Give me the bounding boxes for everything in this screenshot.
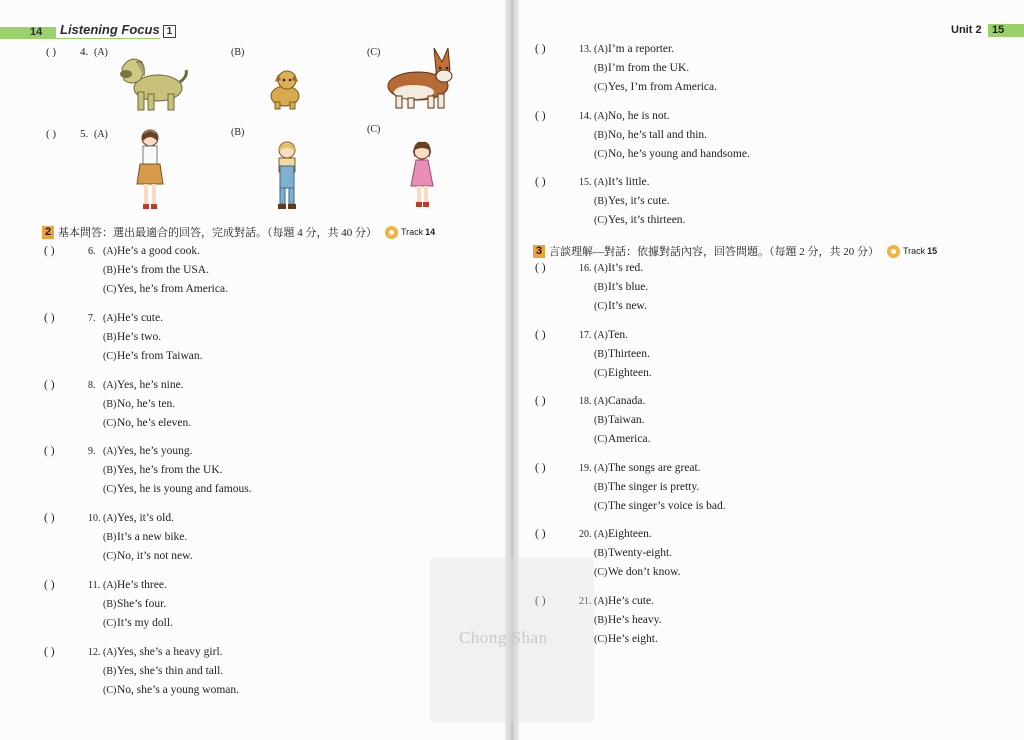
answer-option: [535, 192, 685, 211]
option-label: (C): [103, 551, 117, 563]
option-text: No, he’s young and handsome.: [608, 147, 750, 160]
option-label: (A): [594, 329, 608, 341]
girl-dress-icon: [407, 140, 437, 210]
question-item: [535, 326, 652, 383]
answer-blank[interactable]: ( ): [535, 262, 546, 274]
answer-option: [44, 461, 252, 480]
option-text: Yes, he’s from America.: [117, 283, 228, 295]
option-text: Ten.: [608, 328, 628, 341]
answer-blank[interactable]: ( ): [44, 645, 55, 658]
option-text: Yes, he’s young.: [117, 445, 193, 458]
answer-blank[interactable]: ( ): [535, 528, 546, 541]
option-text: He’s from Taiwan.: [117, 349, 203, 362]
option-label: (A): [594, 529, 608, 541]
option-text: Yes, it’s old.: [117, 512, 174, 525]
question-number: 17.: [579, 329, 592, 341]
answer-option: [44, 309, 203, 328]
audio-disc-icon: [887, 245, 900, 258]
track-number: 15: [927, 246, 938, 256]
answer-option: [535, 278, 648, 297]
question-number: 4.: [80, 46, 89, 58]
answer-option: [44, 614, 173, 633]
option-label: (B): [594, 415, 608, 427]
answer-option: [535, 411, 650, 430]
option-label: (B): [594, 196, 608, 207]
answer-option: [44, 595, 173, 614]
question-number: 8.: [88, 379, 96, 391]
answer-blank[interactable]: ( ): [44, 579, 55, 591]
answer-option: [44, 347, 203, 366]
boy-overalls-icon: [272, 140, 302, 212]
answer-blank[interactable]: ( ): [46, 46, 57, 58]
option-label: (A): [594, 462, 608, 474]
option-text: He’s three.: [117, 579, 167, 591]
question-item: [535, 107, 750, 164]
answer-option: [535, 126, 750, 145]
question-number: 7.: [88, 312, 96, 324]
option-text: The songs are great.: [608, 461, 701, 474]
option-text: I’m from the UK.: [608, 62, 690, 74]
answer-option: [44, 662, 239, 681]
answer-option: [44, 576, 173, 595]
option-text: He’s a good cook.: [117, 245, 201, 257]
option-text: Taiwan.: [608, 414, 645, 427]
audio-disc-icon: [385, 226, 398, 239]
option-label: (A): [103, 312, 117, 324]
option-text: It’s a new bike.: [117, 531, 188, 544]
answer-option: [44, 261, 228, 280]
option-label: (A): [594, 396, 608, 408]
option-label: (B): [103, 331, 117, 343]
section-title: 言談理解—對話：依據對話內容，回答問題。（每題 2 分，共 20 分）: [549, 246, 879, 258]
question-number: 21.: [579, 596, 592, 607]
option-text: No, he is not.: [608, 109, 670, 122]
option-label: (B): [594, 63, 608, 74]
question-5: [46, 128, 88, 140]
option-label: (B): [103, 599, 117, 610]
option-text: It’s my doll.: [117, 617, 173, 629]
answer-option: [44, 280, 228, 299]
question-item: [44, 376, 191, 433]
option-text: I’m a reporter.: [608, 43, 675, 55]
brand-level: 1: [163, 25, 177, 38]
answer-option: [535, 392, 650, 411]
option-label: (B): [103, 532, 117, 544]
option-label: (B): [594, 548, 608, 560]
question-number: 11.: [88, 580, 101, 591]
answer-option: [535, 78, 717, 97]
answer-option: [535, 297, 648, 316]
answer-option: [44, 681, 239, 700]
option-text: Thirteen.: [608, 347, 650, 360]
option-label: (B): [594, 348, 608, 360]
answer-blank[interactable]: ( ): [44, 245, 55, 257]
option-label: (B): [594, 615, 608, 626]
option-text: Eighteen.: [608, 528, 652, 541]
question-number: 20.: [579, 529, 592, 541]
track-number: 14: [425, 227, 436, 237]
answer-blank[interactable]: ( ): [535, 109, 546, 122]
option-text: No, he’s eleven.: [117, 416, 192, 429]
section-number-badge: 3: [533, 245, 545, 258]
option-text: America.: [608, 433, 651, 446]
question-item: [535, 259, 648, 316]
option-label: (B): [103, 398, 117, 410]
answer-option: [44, 643, 239, 662]
option-text: Yes, he is young and famous.: [117, 483, 252, 496]
option-text: She’s four.: [117, 598, 167, 610]
answer-option: [535, 459, 726, 478]
option-label: (A): [594, 263, 608, 274]
answer-option: [535, 497, 726, 516]
brand-logo: [56, 22, 180, 38]
option-text: Eighteen.: [608, 366, 652, 379]
option-label: (C): [103, 350, 117, 362]
option-label: (A): [94, 47, 108, 58]
answer-blank[interactable]: ( ): [535, 395, 546, 408]
option-label: (B): [594, 282, 608, 293]
section-title: 基本問答：選出最適合的回答，完成對話。（每題 4 分，共 40 分）: [58, 227, 377, 239]
option-text: He’s cute.: [608, 595, 654, 607]
answer-blank[interactable]: ( ): [44, 378, 55, 391]
answer-option: [44, 547, 193, 566]
answer-blank[interactable]: ( ): [535, 461, 546, 474]
question-number: 12.: [88, 646, 101, 658]
option-label: (C): [594, 567, 608, 579]
answer-option: [535, 173, 685, 192]
answer-option: [44, 376, 191, 395]
question-item: [535, 392, 650, 449]
question-number: 15.: [579, 177, 592, 188]
option-label: (C): [594, 500, 608, 512]
option-text: No, she’s a young woman.: [117, 683, 240, 696]
option-text: Canada.: [608, 395, 646, 408]
option-text: Yes, he’s nine.: [117, 378, 184, 391]
question-item: [535, 459, 726, 516]
option-label: (B): [103, 665, 117, 677]
option-text: Yes, he’s from the UK.: [117, 464, 223, 477]
answer-option: [44, 328, 203, 347]
option-label: (B): [594, 481, 608, 493]
track-indicator[interactable]: [385, 226, 435, 239]
question-number: 14.: [579, 110, 592, 122]
answer-option: [44, 242, 228, 261]
answer-option: [535, 364, 652, 383]
option-label: (A): [103, 446, 117, 458]
option-label: (B): [231, 47, 245, 58]
answer-option: [44, 414, 191, 433]
answer-blank[interactable]: ( ): [535, 595, 546, 607]
track-indicator[interactable]: [887, 245, 937, 258]
option-label: (A): [103, 246, 117, 257]
question-item: [535, 40, 717, 97]
option-label: (A): [594, 177, 608, 188]
question-4: [46, 46, 88, 58]
option-text: Yes, she’s thin and tall.: [117, 664, 224, 677]
option-label: (A): [103, 646, 117, 658]
question-number: 19.: [579, 462, 592, 474]
option-text: Twenty-eight.: [608, 547, 673, 560]
left-page-number: 14: [30, 26, 43, 38]
option-label: (A): [103, 513, 117, 525]
answer-option: [535, 345, 652, 364]
answer-blank[interactable]: ( ): [535, 176, 546, 188]
answer-blank[interactable]: ( ): [44, 445, 55, 458]
question-item: [44, 309, 203, 366]
option-label: (C): [103, 684, 117, 696]
question-number: 13.: [579, 44, 592, 55]
answer-option: [44, 395, 191, 414]
unit-label: Unit 2: [951, 24, 982, 36]
option-text: No, he’s ten.: [117, 397, 176, 410]
question-number: 18.: [579, 396, 592, 408]
section-3-header: [533, 243, 937, 259]
puppy-icon: [265, 68, 305, 110]
option-text: He’s eight.: [608, 633, 658, 645]
option-label: (C): [103, 284, 117, 295]
question-item: [44, 509, 193, 566]
question-number: 16.: [579, 263, 592, 274]
option-label: (C): [594, 215, 608, 226]
answer-option: [535, 525, 681, 544]
answer-option: [535, 430, 650, 449]
question-item: [44, 442, 252, 499]
question-number: 5.: [80, 128, 89, 140]
answer-option: [44, 528, 193, 547]
corgi-icon: [384, 44, 460, 112]
answer-blank[interactable]: ( ): [535, 328, 546, 341]
answer-blank[interactable]: ( ): [44, 512, 55, 525]
option-label: (B): [231, 127, 245, 138]
option-text: No, he’s tall and thin.: [608, 128, 708, 141]
option-label: (C): [594, 301, 608, 312]
answer-blank[interactable]: ( ): [535, 43, 546, 55]
track-word: Track: [903, 246, 926, 256]
option-text: It’s red.: [608, 262, 644, 274]
option-label: (A): [594, 44, 608, 55]
option-text: Yes, it’s cute.: [608, 195, 670, 207]
option-label: (C): [594, 82, 608, 93]
right-page-number: 15: [992, 24, 1005, 36]
option-text: He’s heavy.: [608, 614, 662, 626]
answer-option: [44, 509, 193, 528]
option-text: Yes, I’m from America.: [608, 81, 718, 93]
option-label: (A): [103, 580, 117, 591]
option-label: (C): [594, 434, 608, 446]
question-number: 6.: [88, 246, 96, 257]
option-text: The singer’s voice is bad.: [608, 499, 726, 512]
option-text: Yes, it’s thirteen.: [608, 214, 686, 226]
section-number-badge: 2: [42, 226, 54, 239]
answer-option: [535, 145, 750, 164]
option-label: (B): [103, 465, 117, 477]
answer-option: [535, 40, 717, 59]
option-text: We don’t know.: [608, 566, 681, 579]
option-label: (A): [103, 379, 117, 391]
option-label: (C): [594, 634, 608, 645]
option-label: (A): [594, 110, 608, 122]
option-label: (A): [94, 129, 108, 140]
option-text: It’s blue.: [608, 281, 649, 293]
answer-option: [535, 326, 652, 345]
option-label: (C): [103, 484, 117, 496]
option-label: (C): [103, 417, 117, 429]
answer-option: [535, 259, 648, 278]
answer-option: [44, 480, 252, 499]
answer-option: [44, 442, 252, 461]
option-label: (C): [594, 148, 608, 160]
dog-large-icon: [110, 50, 190, 114]
option-text: It’s new.: [608, 300, 647, 312]
track-word: Track: [401, 227, 424, 237]
question-item: [44, 643, 239, 700]
option-text: Yes, she’s a heavy girl.: [117, 645, 223, 658]
watermark-text: Chong Shan: [459, 628, 548, 647]
option-text: He’s cute.: [117, 311, 163, 324]
brand-name: Listening Focus: [60, 22, 160, 37]
option-text: No, it’s not new.: [117, 550, 193, 563]
option-text: He’s two.: [117, 330, 162, 343]
question-item: [535, 173, 685, 230]
option-text: It’s little.: [608, 176, 650, 188]
question-number: 10.: [88, 513, 101, 525]
option-label: (A): [594, 596, 608, 607]
section-2-header: [42, 224, 435, 240]
answer-option: [535, 211, 685, 230]
option-text: He’s from the USA.: [117, 264, 209, 276]
question-item: [44, 242, 228, 299]
answer-option: [535, 59, 717, 78]
option-label: (B): [594, 129, 608, 141]
answer-blank[interactable]: ( ): [46, 128, 57, 140]
option-label: (C): [594, 367, 608, 379]
option-label: (C): [103, 618, 117, 629]
answer-blank[interactable]: ( ): [44, 311, 55, 324]
option-label: (C): [367, 47, 381, 58]
option-label: (C): [367, 124, 381, 135]
question-item: [44, 576, 173, 633]
question-number: 9.: [88, 446, 96, 458]
option-text: The singer is pretty.: [608, 480, 700, 493]
answer-option: [535, 107, 750, 126]
answer-option: [535, 478, 726, 497]
girl-skirt-icon: [134, 128, 166, 214]
option-label: (B): [103, 265, 117, 276]
